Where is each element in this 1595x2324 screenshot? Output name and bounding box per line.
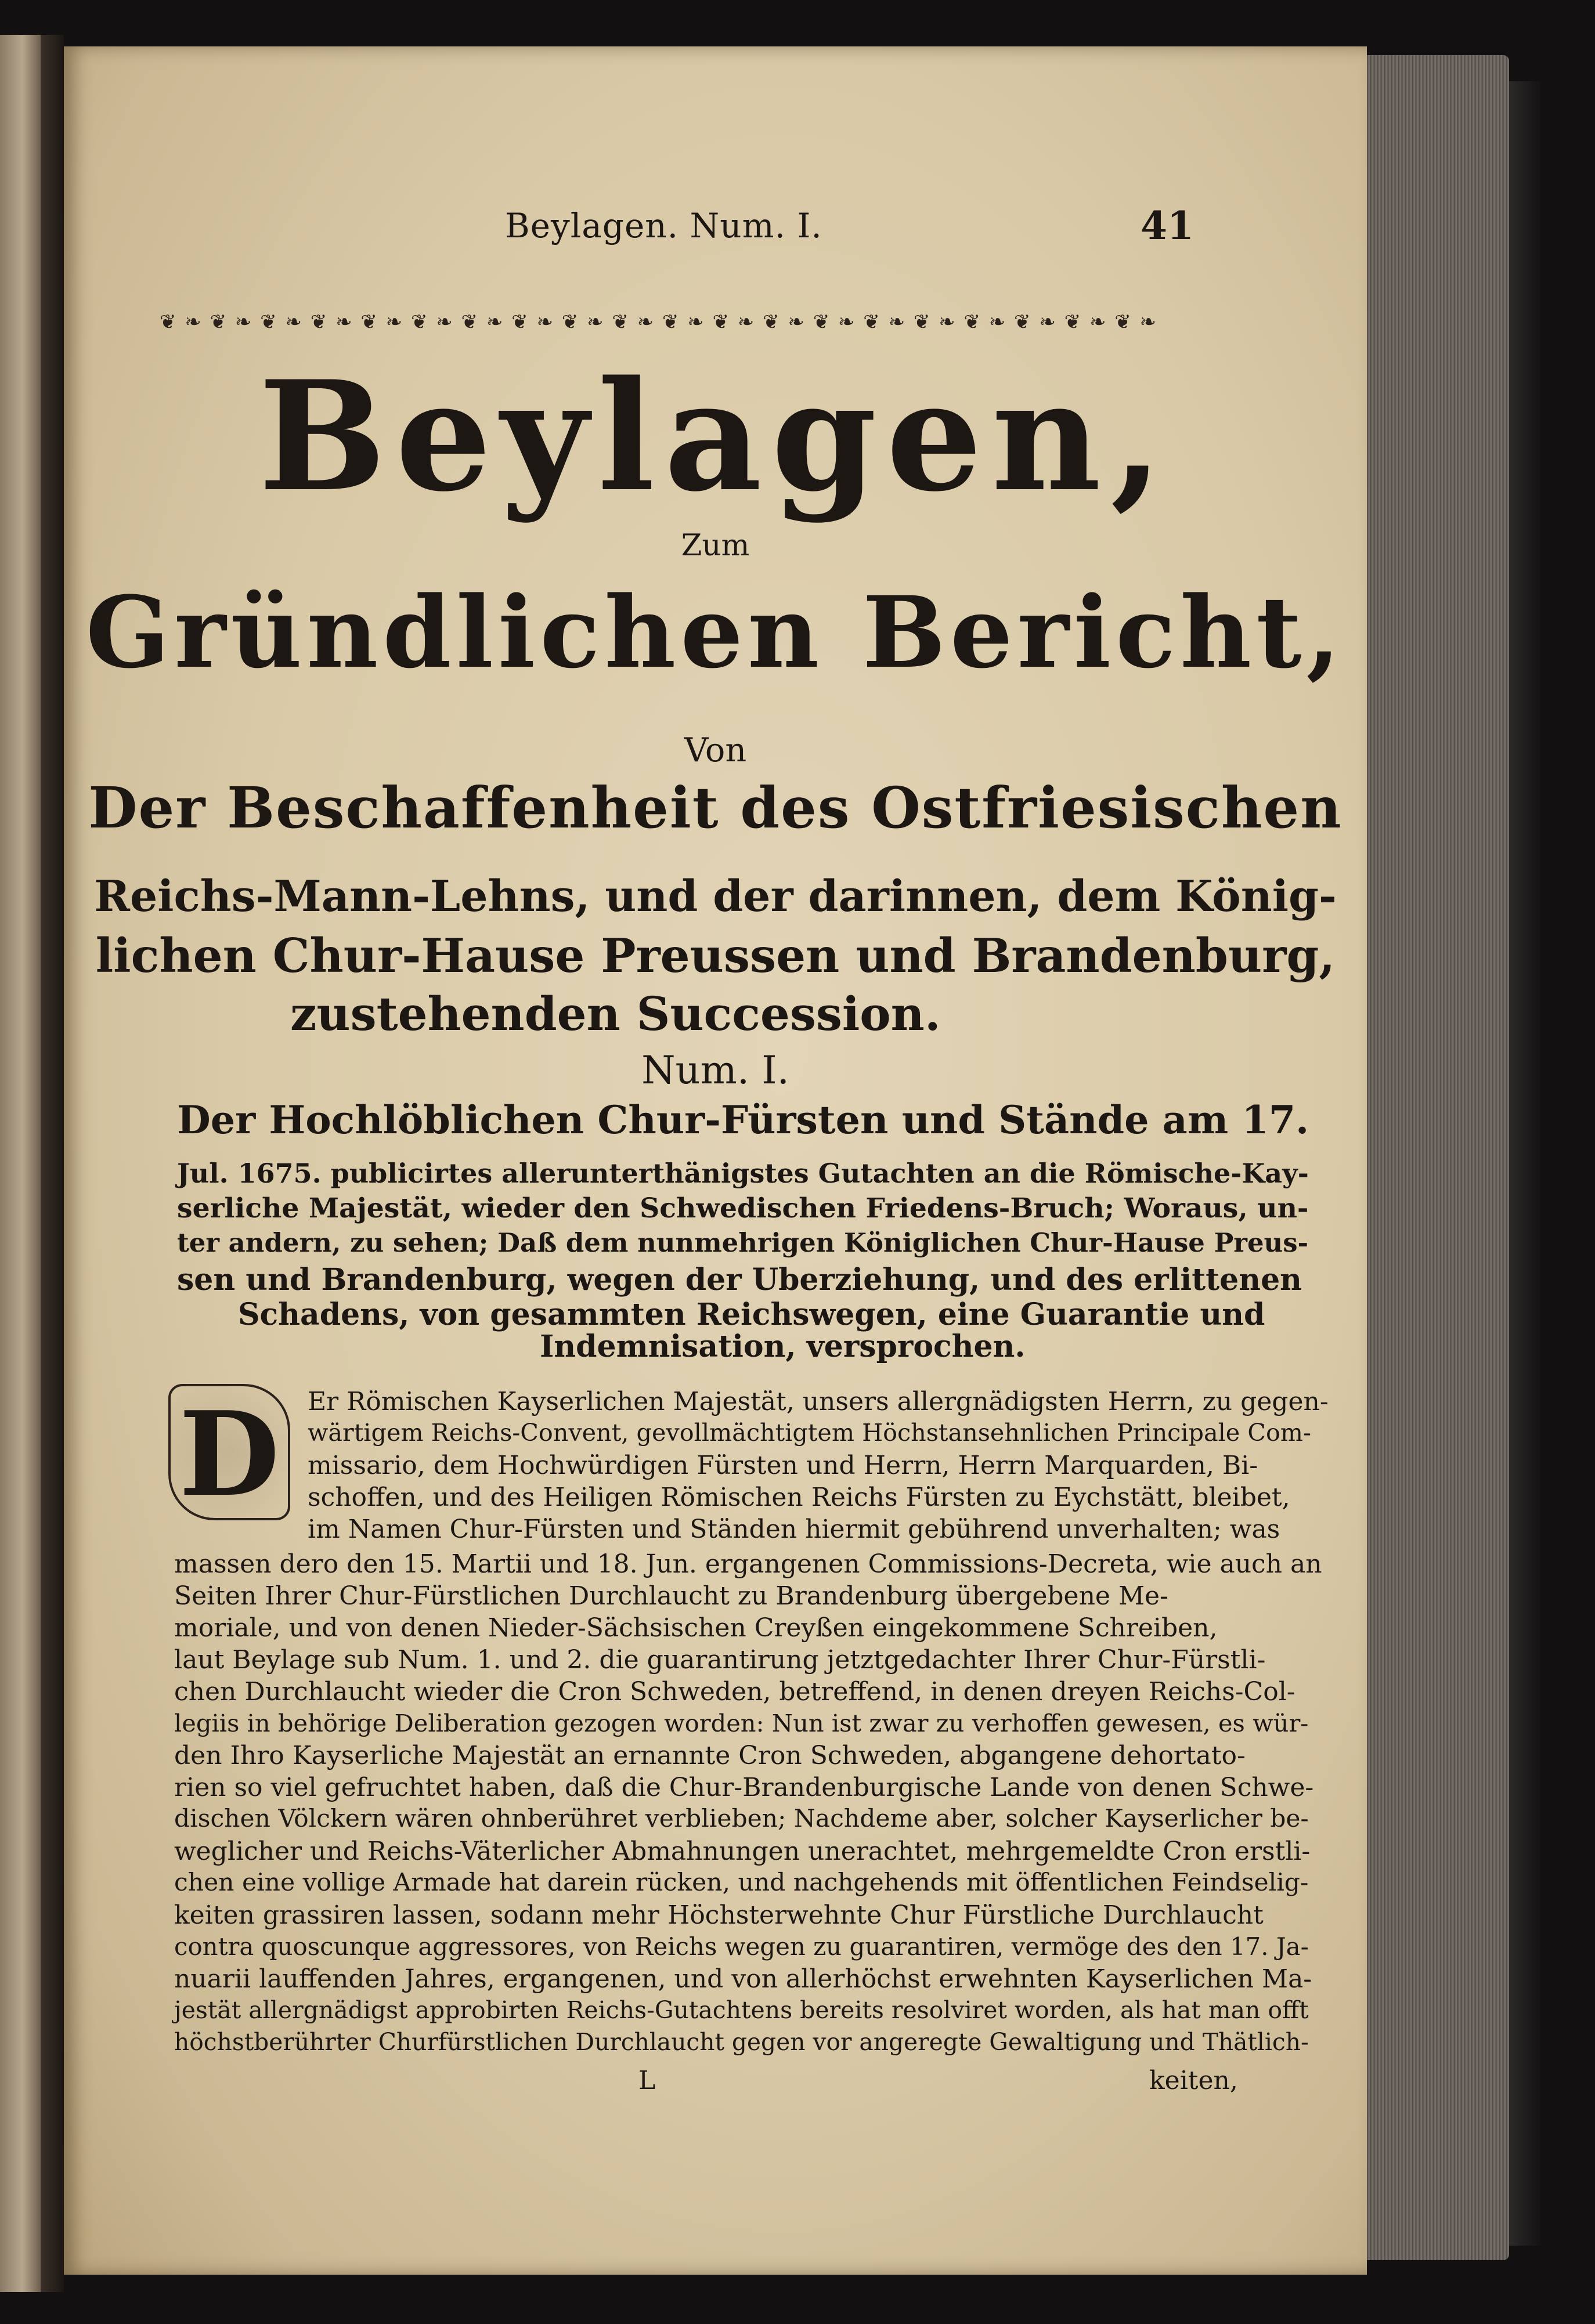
body-text-line: schoffen, und des Heiligen Römischen Reichs Fürsten zu Eychstätt, bleibet, bbox=[308, 1483, 1290, 1512]
section-lead-line: Schadens, von gesammten Reichswegen, eine Guarantie und bbox=[238, 1297, 1265, 1332]
document-page bbox=[64, 46, 1367, 2275]
body-text-line: rien so viel gefruchtet haben, daß die Chur-Brandenburgische Lande von denen Schwe- bbox=[174, 1773, 1314, 1802]
body-text-line: contra quoscunque aggressores, von Reichs wegen zu guarantiren, vermöge des den 17. Ja- bbox=[174, 1932, 1309, 1961]
ornament-border: ❦ ❧ ❦ ❧ ❦ ❧ ❦ ❧ ❦ ❧ ❦ ❧ ❦ ❧ ❦ ❧ ❦ ❧ ❦ ❧ ❦ ❧ ❦ ❧ ❦ ❧ ❦ ❧ ❦ ❧ ❦ ❧ ❦ ❧ ❦ ❧ ❦ ❧ ❦ ❧ bbox=[160, 310, 1158, 334]
section-number: Num. I. bbox=[641, 1047, 789, 1093]
section-lead-line: sen und Brandenburg, wegen der Uberziehung, und des erlittenen bbox=[177, 1262, 1302, 1297]
book-cover-edge bbox=[1509, 81, 1541, 2246]
body-text-line: legiis in behörige Deliberation gezogen worden: Nun ist zwar zu verhoffen gewesen, es wür- bbox=[174, 1709, 1309, 1737]
subtitle-line: Reichs-Mann-Lehns, und der darinnen, dem König- bbox=[94, 870, 1337, 921]
section-lead-line: Indemnisation, versprochen. bbox=[540, 1329, 1026, 1364]
subtitle-line: lichen Chur-Hause Preussen und Brandenburg, bbox=[95, 928, 1336, 983]
title-connector-von: Von bbox=[684, 731, 747, 769]
subtitle-line: Der Beschaffenheit des Ostfriesischen bbox=[88, 775, 1343, 841]
section-lead-line: ter andern, zu sehen; Daß dem nunmehrigen Königlichen Chur-Hause Preus- bbox=[177, 1227, 1309, 1258]
body-text-line: moriale, und von denen Nieder-Sächsischen Creyßen eingekommene Schreiben, bbox=[174, 1613, 1218, 1643]
body-text-line: Er Römischen Kayserlichen Majestät, unsers allergnädigsten Herrn, zu gegen- bbox=[308, 1387, 1329, 1416]
body-text-line: chen eine vollige Armade hat darein rücken, und nachgehends mit öffentlichen Feindselig- bbox=[174, 1868, 1309, 1897]
section-lead-line: serliche Majestät, wieder den Schwedischen Friedens-Bruch; Woraus, un- bbox=[177, 1192, 1309, 1224]
running-title: Beylagen. Num. I. bbox=[505, 206, 822, 245]
body-text-line: den Ihro Kayserliche Majestät an ernannte Cron Schweden, abgangene dehortato- bbox=[174, 1741, 1246, 1770]
body-text-line: nuarii lauffenden Jahres, ergangenen, und von allerhöchst erwehnten Kayserlichen Ma- bbox=[174, 1964, 1312, 1994]
body-text-line: Seiten Ihrer Chur-Fürstlichen Durchlaucht zu Brandenburg übergebene Me- bbox=[174, 1581, 1168, 1611]
body-text-line: dischen Völckern wären ohnberühret verblieben; Nachdeme aber, solcher Kayserlicher be- bbox=[174, 1805, 1309, 1833]
body-text-line: höchstberührter Churfürstlichen Durchlaucht gegen vor angeregte Gewaltigung und Thätlich- bbox=[174, 2028, 1309, 2056]
body-text-line: missario, dem Hochwürdigen Fürsten und Herrn, Herrn Marquarden, Bi- bbox=[308, 1451, 1258, 1480]
previous-page-edge bbox=[0, 35, 41, 2292]
body-text-line: keiten grassiren lassen, sodann mehr Höchsterwehnte Chur Fürstliche Durchlaucht bbox=[174, 1900, 1264, 1930]
subtitle-line: zustehenden Succession. bbox=[290, 986, 941, 1041]
signature-mark: L bbox=[638, 2066, 656, 2095]
body-text-line: wärtigem Reichs-Convent, gevollmächtigtem Höchstansehnlichen Principale Com- bbox=[308, 1419, 1311, 1447]
body-text-line: jestät allergnädigst approbirten Reichs-Gutachtens bereits resolviret worden, als hat man offt bbox=[174, 1996, 1309, 2024]
section-lead-line: Jul. 1675. publicirtes allerunterthänigstes Gutachten an die Römische-Kay- bbox=[177, 1158, 1309, 1189]
body-text-line: weglicher und Reichs-Väterlicher Abmahnungen unerachtet, mehrgemeldte Cron erstli- bbox=[174, 1837, 1311, 1866]
body-text-line: laut Beylage sub Num. 1. und 2. die guarantirung jetztgedachter Ihrer Chur-Fürstli- bbox=[174, 1645, 1266, 1675]
drop-cap: D bbox=[168, 1384, 290, 1520]
book-spine bbox=[41, 35, 64, 2292]
title-connector-zum: Zum bbox=[681, 528, 750, 563]
body-text-line: massen dero den 15. Martii und 18. Jun. ergangenen Commissions-Decreta, wie auch an bbox=[174, 1549, 1322, 1579]
body-text-line: chen Durchlaucht wieder die Cron Schweden, betreffend, in denen dreyen Reichs-Col- bbox=[174, 1677, 1296, 1707]
page-stack-edges bbox=[1364, 55, 1509, 2260]
second-title: Gründlichen Bericht, bbox=[85, 574, 1345, 690]
page-number: 41 bbox=[1141, 203, 1194, 248]
catchword: keiten, bbox=[1149, 2066, 1238, 2095]
section-lead-line: Der Hochlöblichen Chur-Fürsten und Stände am 17. bbox=[177, 1097, 1309, 1143]
body-text-line: im Namen Chur-Fürsten und Ständen hiermit gebührend unverhalten; was bbox=[308, 1515, 1280, 1544]
main-title: Beylagen, bbox=[258, 348, 1172, 525]
